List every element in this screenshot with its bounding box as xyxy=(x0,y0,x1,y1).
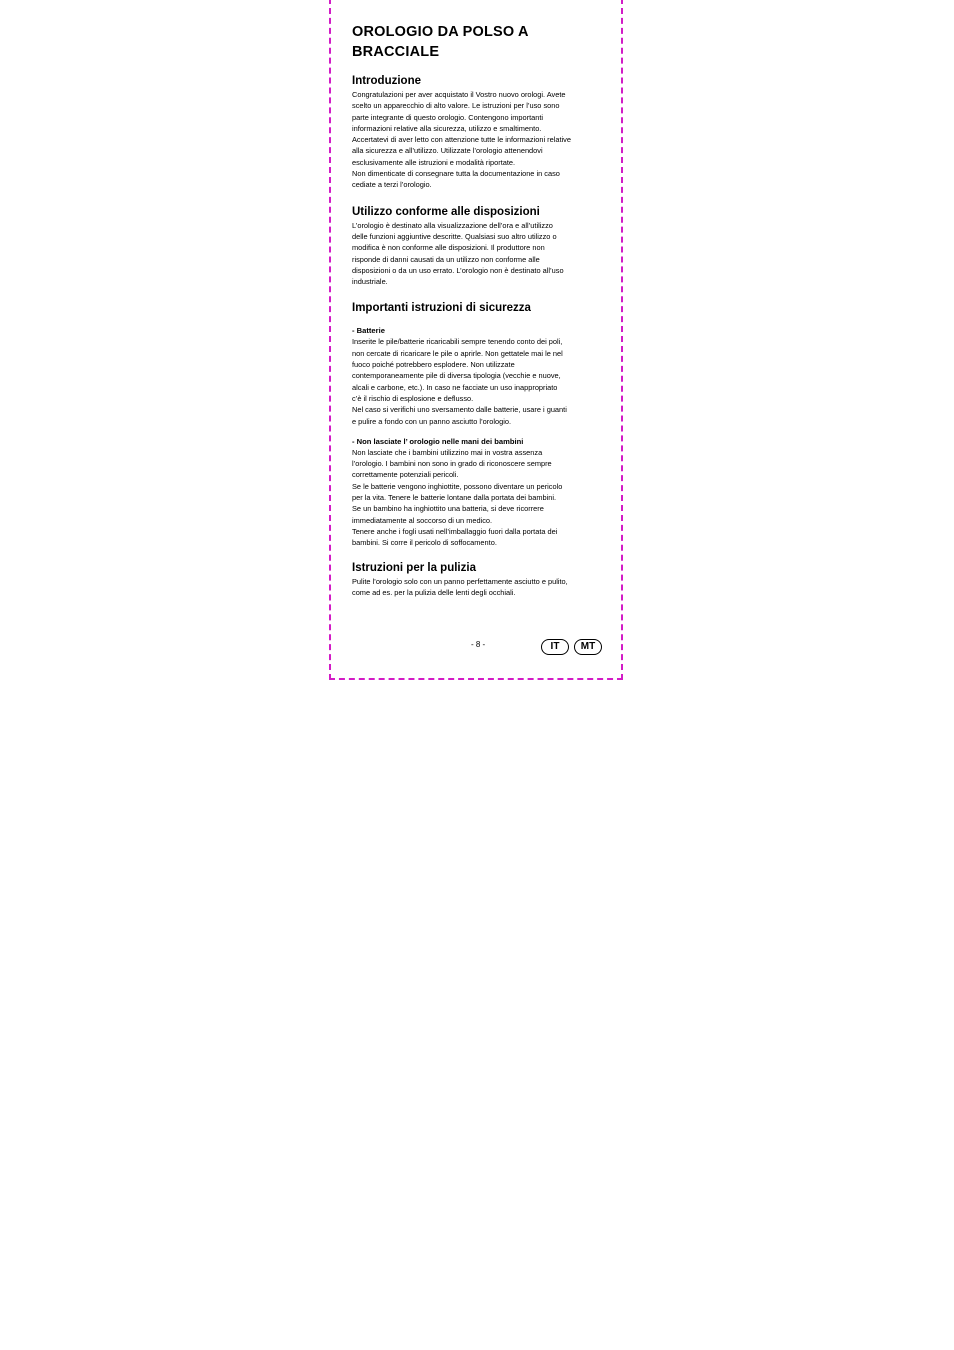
text-line: risponde di danni causati da un utilizzo non conforme alle xyxy=(352,254,540,264)
text-line: Congratulazioni per aver acquistato il Vostro nuovo orologi. Avete xyxy=(352,90,566,99)
text-line: Se un bambino ha inghiottito una batteria, si deve ricorrere xyxy=(352,504,544,514)
text-line: Se le batterie vengono inghiottite, possono diventare un pericolo xyxy=(352,481,563,491)
text-line: contemporaneamente pile di diversa tipologia (vecchie e nuove, xyxy=(352,371,561,381)
text-line: industriale. xyxy=(352,277,388,287)
subsection-heading: - Non lasciate l’ orologio nelle mani dei bambini xyxy=(352,436,524,446)
section-heading: Istruzioni per la pulizia xyxy=(352,561,476,574)
text-line: Pulite l’orologio solo con un panno perfettamente asciutto e pulito, xyxy=(352,576,568,586)
language-badge-it: IT xyxy=(541,639,569,655)
subsection-batteries xyxy=(352,325,604,426)
text-line: Accertatevi di aver letto con attenzione tutte le informazioni relative xyxy=(352,135,571,145)
text-line: Tenere anche i fogli usati nell’imballaggio fuori dalla portata dei xyxy=(352,526,558,536)
subsection-children xyxy=(352,436,604,549)
section-body xyxy=(352,576,604,599)
text-line: immediatamente al soccorso di un medico. xyxy=(352,515,493,525)
section-body xyxy=(352,220,604,288)
text-line: L’orologio è destinato alla visualizzazione dell’ora e all’utilizzo xyxy=(352,220,553,230)
page-number: - 8 - xyxy=(471,640,486,649)
subsection-body xyxy=(352,336,604,426)
text-line: non cercate di ricaricare le pile o aprirle. Non gettatele mai le nel xyxy=(352,348,563,358)
text-line: correttamente potenziali pericoli. xyxy=(352,470,459,480)
text-line: Non lasciate che i bambini utilizzino mai in vostra assenza xyxy=(352,447,543,457)
document-page xyxy=(329,0,623,680)
text-line: cediate a terzi l’orologio. xyxy=(352,180,432,190)
text-line: e pulire a fondo con un panno asciutto l’orologio. xyxy=(352,416,512,426)
subsection-heading: - Batterie xyxy=(352,326,385,336)
text-line: scelto un apparecchio di alto valore. Le istruzioni per l’uso sono xyxy=(352,101,560,111)
section-cleaning xyxy=(352,561,604,599)
section-heading: Introduzione xyxy=(352,75,421,87)
text-line: bambini. Si corre il pericolo di soffocamento. xyxy=(352,538,497,548)
text-line: parte integrante di questo orologio. Contengono importanti xyxy=(352,112,544,122)
page-title: OROLOGIO DA POLSO A BRACCIALE xyxy=(352,24,529,60)
text-line: Nel caso si verifichi uno sversamento dalle batterie, usare i guanti xyxy=(352,405,567,415)
text-line: disposizioni o da un uso errato. L’orologio non è destinato all’uso xyxy=(352,265,564,275)
subsection-body xyxy=(352,447,604,549)
text-line: informazioni relative alla sicurezza, utilizzo e smaltimento. xyxy=(352,123,542,133)
text-line: c’è il rischio di esplosione e deflusso. xyxy=(352,393,474,403)
text-line: come ad es. per la pulizia delle lenti degli occhiali. xyxy=(352,587,516,597)
text-line: esclusivamente alle istruzioni e modalità riportate. xyxy=(352,157,516,167)
text-line: Inserite le pile/batterie ricaricabili sempre tenendo conto dei poli, xyxy=(352,337,563,347)
text-line: per la vita. Tenere le batterie lontane dalla portata dei bambini. xyxy=(352,493,557,503)
text-line: fuoco poiché potrebbero esplodere. Non utilizzate xyxy=(352,360,515,370)
section-safety xyxy=(352,301,604,548)
text-line: alla sicurezza e all’utilizzo. Utilizzate l’orologio attenendovi xyxy=(352,146,543,156)
text-line: l’orologio. I bambini non sono in grado di riconoscere sempre xyxy=(352,459,552,469)
section-body xyxy=(352,89,604,191)
section-introduction xyxy=(352,74,604,191)
section-heading: Importanti istruzioni di sicurezza xyxy=(352,302,531,315)
text-line: alcali e carbone, etc.). In caso ne facciate un uso inappropriato xyxy=(352,382,558,392)
text-line: modifica è non conforme alle disposizioni. Il produttore non xyxy=(352,243,545,253)
section-intended-use xyxy=(352,205,604,288)
text-line: delle funzioni aggiuntive descritte. Qualsiasi suo altro utilizzo o xyxy=(352,231,557,241)
text-line: Non dimenticate di consegnare tutta la documentazione in caso xyxy=(352,169,560,179)
page-content xyxy=(352,22,604,598)
section-heading: Utilizzo conforme alle disposizioni xyxy=(352,205,540,218)
language-badge-mt: MT xyxy=(574,639,602,655)
page-footer xyxy=(331,637,621,657)
